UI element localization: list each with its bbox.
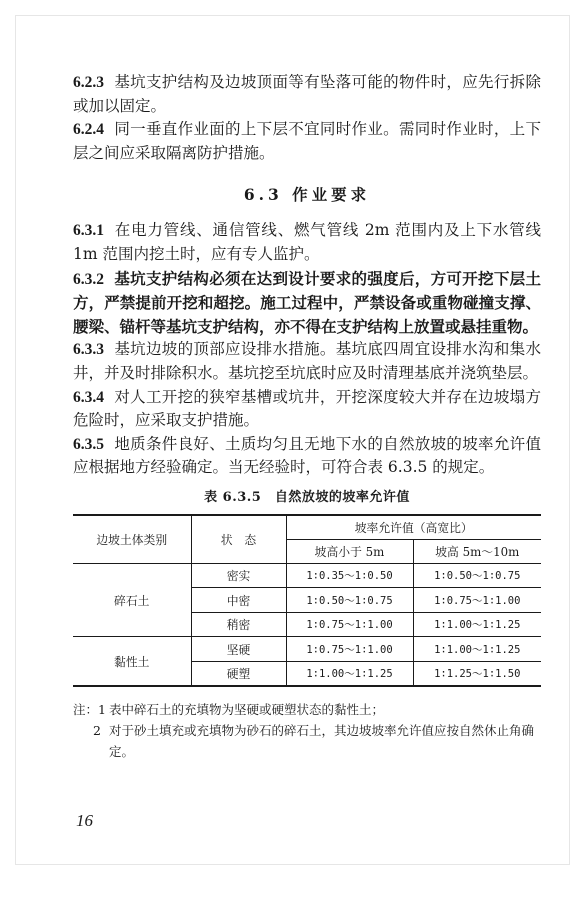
ratio-cell: 1∶0.75～1∶1.00 (286, 637, 413, 662)
clause-number: 6.2.4 (73, 121, 104, 139)
ratio-cell: 1∶0.50～1∶0.75 (413, 563, 541, 588)
ratio-cell: 1∶0.35～1∶0.50 (286, 563, 413, 588)
table-title: 表 6.3.5 自然放坡的坡率允许值 (204, 489, 410, 505)
clause-6-2-4 (73, 118, 541, 165)
ratio-cell: 1∶0.75～1∶1.00 (413, 588, 541, 613)
header-height-under-5m: 坡高小于 5m (286, 539, 413, 563)
clause-number: 6.3.2 (73, 270, 104, 288)
section-title: 6.3 作业要求 (243, 185, 371, 205)
ratio-cell: 1∶0.75～1∶1.00 (286, 612, 413, 637)
table-notes (73, 699, 541, 762)
clause-text: 对人工开挖的狭窄基槽或坑井，开挖深度较大并存在边坡塌方危险时，应采取支护措施。 (73, 387, 541, 430)
clause-number: 6.3.1 (73, 222, 104, 240)
clause-text: 同一垂直作业面的上下层不宜同时作业。需同时作业时，上下层之间应采取隔离防护措施。 (73, 120, 541, 162)
note-text: 表中碎石土的充填物为坚硬或硬塑状态的黏性土； (109, 702, 385, 718)
clause-6-2-3 (73, 71, 541, 118)
header-height-5-10m: 坡高 5m～10m (413, 539, 541, 563)
clause-text: 地质条件良好、土质均匀且无地下水的自然放坡的坡率允许值应根据地方经验确定。当无经验时，可符合表 6.3.5 的规定。 (73, 434, 541, 477)
state-cell: 密实 (191, 563, 286, 588)
slope-ratio-table (73, 514, 541, 688)
note-item (73, 699, 541, 720)
clause-number: 6.3.5 (73, 435, 104, 453)
clause-text: 在电力管线、通信管线、燃气管线 2m 范围内及上下水管线 1m 范围内挖土时，应有专人监护。 (73, 221, 541, 263)
state-cell: 中密 (191, 588, 286, 613)
ratio-cell: 1∶1.00～1∶1.25 (413, 612, 541, 637)
header-state: 状 态 (191, 515, 286, 564)
note-number: 2 (93, 723, 101, 739)
clause-6-3-4 (73, 386, 541, 433)
note-text: 对于砂土填充或充填物为砂石的碎石土，其边坡坡率允许值应按自然休止角确定。 (109, 723, 535, 760)
header-slope-ratio: 坡率允许值（高宽比） (286, 515, 541, 540)
category-cell: 黏性土 (73, 637, 191, 687)
table-header-row (73, 515, 541, 540)
ratio-cell: 1∶1.25～1∶1.50 (413, 661, 541, 686)
category-cell: 碎石土 (73, 563, 191, 637)
clause-text: 基坑边坡的顶部应设排水措施。基坑底四周宜设排水沟和集水井，并及时排除积水。基坑挖至坑底时应及时清理基底并浇筑垫层。 (73, 340, 541, 382)
clause-6-3-3 (73, 338, 541, 385)
clause-number: 6.2.3 (73, 74, 104, 91)
clause-number: 6.3.4 (73, 388, 104, 406)
note-prefix: 注： (73, 702, 99, 718)
state-cell: 稍密 (191, 612, 286, 637)
table-row (73, 637, 541, 662)
table-row (73, 563, 541, 588)
clause-6-3-1 (73, 219, 541, 266)
state-cell: 坚硬 (191, 637, 286, 662)
note-item (73, 720, 541, 762)
ratio-cell: 1∶0.50～1∶0.75 (286, 588, 413, 613)
clause-6-3-2 (73, 267, 541, 339)
clause-6-3-5 (73, 433, 541, 480)
state-cell: 硬塑 (191, 661, 286, 686)
document-page (15, 15, 570, 865)
clause-number: 6.3.3 (73, 341, 104, 359)
note-number: 1 (98, 702, 106, 718)
page-number: 16 (76, 811, 93, 830)
page-content (73, 71, 541, 762)
header-soil-category: 边坡土体类别 (73, 515, 191, 564)
ratio-cell: 1∶1.00～1∶1.25 (286, 661, 413, 686)
clause-text: 基坑支护结构及边坡顶面等有坠落可能的物件时，应先行拆除或加以固定。 (73, 73, 541, 115)
ratio-cell: 1∶1.00～1∶1.25 (413, 637, 541, 662)
clause-text: 基坑支护结构必须在达到设计要求的强度后，方可开挖下层土方，严禁提前开挖和超挖。施工过程中，严禁设备或重物碰撞支撑、腰梁、锚杆等基坑支护结构，亦不得在支护结构上放置或悬挂重物。 (73, 268, 541, 336)
